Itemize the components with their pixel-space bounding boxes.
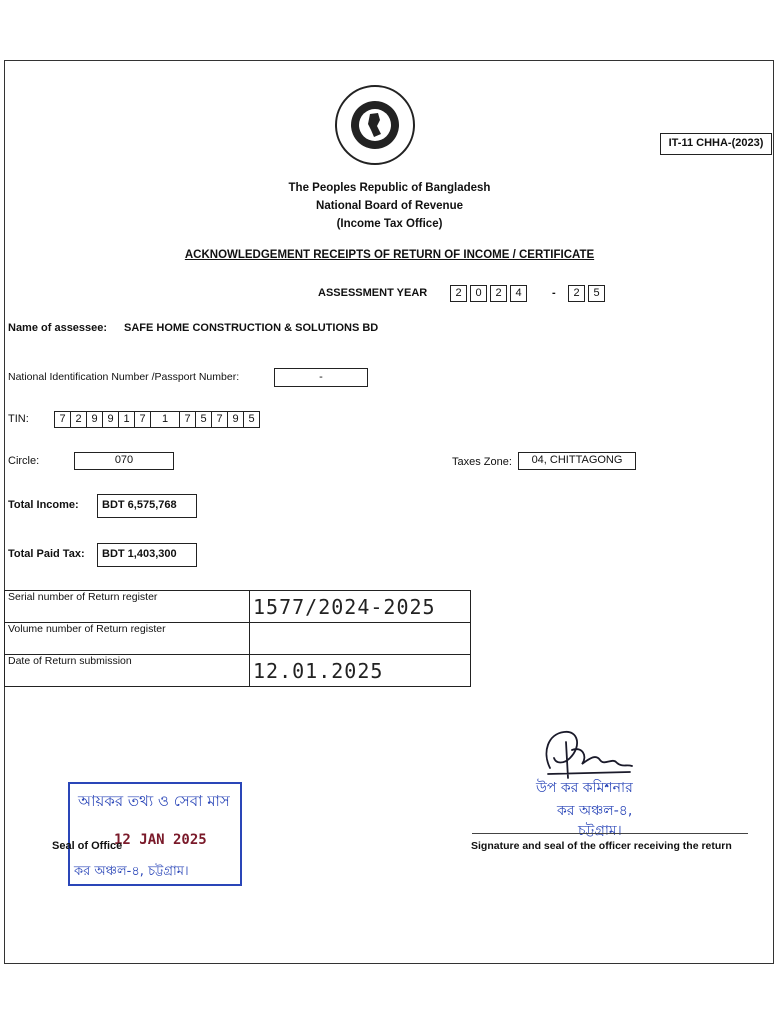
tin-digit: 1 xyxy=(150,411,180,428)
table-row xyxy=(5,655,471,687)
tin-digit: 7 xyxy=(134,411,151,428)
tin-digit: 9 xyxy=(227,411,244,428)
officer-title-line1: উপ কর কমিশনার xyxy=(536,780,633,796)
stamp-line1: আয়কর তথ্য ও সেবা মাস xyxy=(78,792,230,810)
form-code-box: IT-11 CHHA-(2023) xyxy=(660,133,772,155)
tin-digit: 5 xyxy=(195,411,212,428)
assessee-label: Name of assessee: xyxy=(8,322,108,334)
serial-number-value: 1577/2024-2025 xyxy=(253,594,436,619)
office-stamp xyxy=(68,782,242,886)
total-paid-tax-field: BDT 1,403,300 xyxy=(97,543,197,567)
assessee-name: SAFE HOME CONSTRUCTION & SOLUTIONS BD xyxy=(124,322,379,334)
tin-digit: 1 xyxy=(118,411,135,428)
tin-digit: 2 xyxy=(70,411,87,428)
circle-field: 070 xyxy=(74,452,174,470)
government-seal xyxy=(334,84,416,166)
tin-digit: 7 xyxy=(54,411,71,428)
header-office: (Income Tax Office) xyxy=(336,218,443,230)
tin-digit: 9 xyxy=(86,411,103,428)
tin-digit: 5 xyxy=(243,411,260,428)
zone-label: Taxes Zone: xyxy=(452,456,512,468)
circle-label: Circle: xyxy=(8,455,40,467)
register-table xyxy=(4,590,471,687)
year-digit: 2 xyxy=(450,285,467,302)
assessment-year-start xyxy=(450,285,530,302)
officer-title-line2: কর অঞ্চল-৪, xyxy=(557,803,633,819)
assessment-year-label: ASSESSMENT YEAR xyxy=(318,287,428,299)
stamp-date: 12 JAN 2025 xyxy=(114,832,207,848)
officer-caption: Signature and seal of the officer receiving the return xyxy=(471,840,732,852)
tin-digit: 7 xyxy=(179,411,196,428)
total-income-label: Total Income: xyxy=(8,499,79,511)
header-board: National Board of Revenue xyxy=(316,200,463,212)
header-country: The Peoples Republic of Bangladesh xyxy=(288,182,491,194)
table-row xyxy=(5,591,471,623)
register-label: Serial number of Return register xyxy=(5,591,250,623)
year-digit: 2 xyxy=(568,285,585,302)
tin-digit: 7 xyxy=(211,411,228,428)
submission-date-value: 12.01.2025 xyxy=(253,658,384,683)
year-digit: 4 xyxy=(510,285,527,302)
year-digit: 0 xyxy=(470,285,487,302)
year-separator: - xyxy=(552,287,556,299)
tin-digit: 9 xyxy=(102,411,119,428)
zone-field: 04, CHITTAGONG xyxy=(518,452,636,470)
register-label: Date of Return submission xyxy=(5,655,250,687)
table-row xyxy=(5,623,471,655)
officer-title-line3: চট্টগ্রাম। xyxy=(578,823,622,839)
tin-label: TIN: xyxy=(8,413,29,425)
total-income-field: BDT 6,575,768 xyxy=(97,494,197,518)
page-title: ACKNOWLEDGEMENT RECEIPTS OF RETURN OF INCOME / CERTIFICATE xyxy=(184,249,595,261)
year-digit: 2 xyxy=(490,285,507,302)
tin-digits xyxy=(54,411,259,428)
assessment-year-end xyxy=(568,285,608,302)
year-digit: 5 xyxy=(588,285,605,302)
seal-of-office-label: Seal of Office xyxy=(52,840,123,852)
nid-field: - xyxy=(274,368,368,387)
signature-line xyxy=(472,833,748,834)
stamp-line3: কর অঞ্চল-৪, চট্টগ্রাম। xyxy=(74,864,189,879)
total-paid-tax-label: Total Paid Tax: xyxy=(8,548,85,560)
register-label: Volume number of Return register xyxy=(5,623,250,655)
nid-label: National Identification Number /Passport Number: xyxy=(8,371,240,383)
